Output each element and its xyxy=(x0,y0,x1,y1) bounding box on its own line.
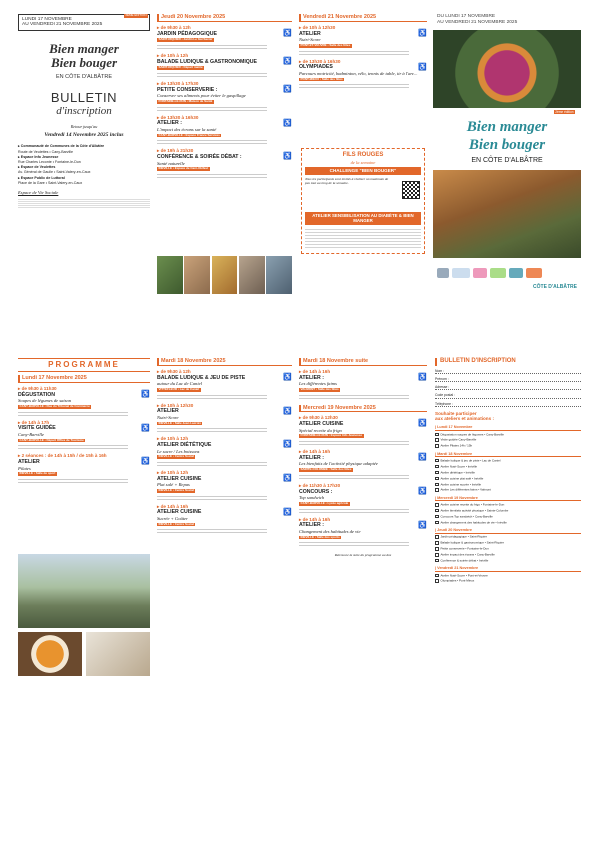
day20-activity-details xyxy=(157,172,267,179)
challenge-title: CHALLENGE "BIEN BOUGER" xyxy=(305,167,421,175)
day21-panel xyxy=(299,14,427,300)
day17-photo-village xyxy=(18,554,150,628)
wheelchair-icon: ♿ xyxy=(141,424,150,432)
day20-activity-subtitle: Santé naturelle xyxy=(157,160,185,166)
day20-panel xyxy=(157,14,292,300)
day17-activity-subtitle: Soupes de légumes de saison xyxy=(18,398,72,404)
wheelchair-icon: ♿ xyxy=(283,119,292,127)
checkbox[interactable] xyxy=(435,509,439,513)
checkbox-label: Atelier impact des écrans • Cany-Barville xyxy=(440,553,495,557)
form-checkbox-row[interactable] xyxy=(435,444,581,448)
day21-activity-time: ▸ de 10h à 12h30 xyxy=(299,24,336,30)
form-checkbox-row[interactable] xyxy=(435,515,581,519)
day18b-activity-place: VALMONT • Salle des fêtes xyxy=(300,386,339,391)
day19-activity-time: ▸ de 9h30 à 12h30 xyxy=(299,415,338,421)
programme-title: PROGRAMME xyxy=(18,358,150,372)
day17-header: Lundi 17 Novembre 2025 xyxy=(18,375,150,383)
fils-rouges-sub: de la semaine xyxy=(350,159,376,165)
day18-activity-title: ATELIER DIÉTÉTIQUE xyxy=(157,442,212,449)
form-fields xyxy=(435,369,581,407)
day19-activity-subtitle: Spécial recette du frigo xyxy=(299,427,342,433)
logo-4 xyxy=(490,268,506,278)
form-aux: aux ateliers et animations : xyxy=(435,416,494,422)
day20-activity-place: SAINT-RIQUIER • Jardin Le Gai Savoir xyxy=(158,37,213,42)
form-checkbox-row[interactable] xyxy=(435,521,581,525)
cover-address-line: ▸ Communauté de Communes de la Côte d'Albâtre xyxy=(18,144,105,149)
cover-retour: Retour jusqu'au xyxy=(70,124,98,130)
checkbox[interactable] xyxy=(435,459,439,463)
front-logos xyxy=(437,266,577,280)
day19-activity-list xyxy=(299,415,427,547)
front-cover-panel xyxy=(433,14,581,300)
photo-walk xyxy=(184,256,210,294)
checkbox-label: Dégustation soupes de légumes • Cany-Barville xyxy=(440,432,504,437)
checkbox-label: Petite conserverie • Fontaine-le-Dun xyxy=(440,547,489,551)
form-field-line[interactable]: Adresse : xyxy=(435,385,581,390)
checkbox[interactable] xyxy=(435,559,439,563)
form-checkbox-row[interactable] xyxy=(435,477,581,481)
day18-activity-place: INÉVILLE • Centre Social xyxy=(158,454,194,459)
checkbox[interactable] xyxy=(435,488,439,492)
form-checkbox-row[interactable] xyxy=(435,553,581,557)
day17-activity-details xyxy=(18,477,128,484)
day18-activity-time: ▸ de 10h à 12h xyxy=(157,470,189,476)
day20-activity-place: FONTAINE-LE-DUN • Maison de Santé xyxy=(158,98,213,103)
form-field-line[interactable]: Prénom : xyxy=(435,377,581,382)
day19-activity-details xyxy=(299,439,409,446)
wheelchair-icon: ♿ xyxy=(418,420,427,428)
day20-activity-place: CANY-BARVILLE • Espace France Services xyxy=(158,132,220,137)
day20-activity-title: PETITE CONSERVERIE : xyxy=(157,86,218,93)
cover-espace-title: Espace de Vie Sociale xyxy=(18,190,59,196)
day20-activity-list xyxy=(157,25,292,179)
day20-activity-title: CONFÉRENCE & SOIRÉE DÉBAT : xyxy=(157,154,242,161)
day18-activity-subtitle: Le sucre / Les boissons xyxy=(157,448,200,454)
day18b-activity-title: ATELIER : xyxy=(299,374,324,381)
day21-activity xyxy=(299,25,427,56)
day20-activity xyxy=(157,115,292,146)
day19-activity-subtitle: Les bienfaits de l'activité physique adaptée xyxy=(299,461,378,467)
checkbox[interactable] xyxy=(435,477,439,481)
day20-activity-subtitle: Conserver ses aliments pour éviter le gaspillage xyxy=(157,93,246,99)
day17-activity-time: ▸ de 14h à 17h xyxy=(18,419,50,425)
day17-activity-details xyxy=(18,410,128,417)
form-field-line[interactable]: Téléphone : xyxy=(435,402,581,407)
day19-activity-place: CANY-BARVILLE • Lycée agricole xyxy=(300,500,349,505)
day17-activity-place: INÉVILLE • Salle de sport xyxy=(19,471,56,476)
day20-activity-time: ▸ de 13h30 à 17h30 xyxy=(157,80,199,86)
logo-2 xyxy=(452,268,470,278)
cover-title-1: Bien manger xyxy=(49,40,119,56)
checkbox[interactable] xyxy=(435,579,439,583)
day18-activity-details xyxy=(157,494,267,501)
day17-activity xyxy=(18,453,150,484)
logo-5 xyxy=(509,268,523,278)
day17-activity xyxy=(18,386,150,417)
checkbox-label: Atelier Nutri-Score • Pont-et-Veuvre xyxy=(440,573,488,578)
day18-activity xyxy=(157,504,292,535)
form-checkbox-row[interactable] xyxy=(435,535,581,539)
checkbox-label: Atelier cuisine plat salé • Inéville xyxy=(440,476,484,481)
day19-activity-place: INÉVILLE • Salle des sports xyxy=(300,534,340,539)
checkbox[interactable] xyxy=(435,438,439,442)
checkbox-label: Atelier Les différentes faims • Valmont xyxy=(440,488,491,492)
cover-bulletin: BULLETIN xyxy=(50,90,118,106)
day20-activity xyxy=(157,25,292,50)
checkbox[interactable] xyxy=(435,515,439,519)
fils-rouges-title: FILS ROUGES xyxy=(342,152,384,158)
wheelchair-icon: ♿ xyxy=(141,458,150,466)
day19-panel xyxy=(299,358,427,678)
day19-activity-title: CONCOURS : xyxy=(299,488,333,495)
day20-activity-title: BALADE LUDIQUE & GASTRONOMIQUE xyxy=(157,58,258,65)
day20-activity xyxy=(157,81,292,112)
day18-activity-time: ▸ de 14h à 16h xyxy=(157,503,189,509)
day17-activity-time: ▸ 2 séances : de 14h à 15h / de 15h à 16h xyxy=(18,453,107,459)
day20-activity xyxy=(157,148,292,179)
day17-activity-place: CANY-BARVILLE • Départ Office de Tourisme xyxy=(19,437,84,442)
day17-activity-subtitle: Pilates xyxy=(18,465,31,471)
day21-activity-place: PONT-ET-VEUVRE • Salle des fêtes xyxy=(300,42,351,47)
day19-activity-time: ▸ de 14h à 16h xyxy=(299,449,331,455)
day20-activity-subtitle: L'impact des écrans sur la santé xyxy=(157,126,217,132)
cover-panel xyxy=(18,14,150,300)
day17-photo-pilates xyxy=(86,632,150,676)
day18-panel xyxy=(157,358,292,658)
wheelchair-icon: ♿ xyxy=(418,29,427,37)
wheelchair-icon: ♿ xyxy=(418,63,427,71)
day17-activity-title: VISITE GUIDÉE xyxy=(18,425,56,432)
wheelchair-icon: ♿ xyxy=(283,475,292,483)
day20-activity-time: ▸ de 19h à 21h30 xyxy=(157,148,194,154)
day21-activity-details xyxy=(299,49,409,56)
day19-activity-details xyxy=(299,540,409,547)
form-section-day: | Lundi 17 Novembre xyxy=(435,425,581,431)
day18-activity-title: ATELIER CUISINE xyxy=(157,509,202,516)
day19-activity-title: ATELIER : xyxy=(299,522,324,529)
wheelchair-icon: ♿ xyxy=(283,508,292,516)
day18-activity-details xyxy=(157,426,267,433)
logo-3 xyxy=(473,268,487,278)
checkbox-label: Atelier bienfaits activité physique • Sainte-Colombe xyxy=(440,508,509,513)
programme-panel xyxy=(18,358,150,828)
front-title-1: Bien manger xyxy=(466,119,548,135)
photo-people xyxy=(239,256,265,294)
wheelchair-icon: ♿ xyxy=(141,390,150,398)
day18-activity-title: BALADE LUDIQUE & JEU DE PISTE xyxy=(157,374,246,381)
day18-activity-title: ATELIER CUISINE xyxy=(157,475,202,482)
front-dates-line2: AU VENDREDI 21 NOVEMBRE 2025 xyxy=(437,19,518,25)
day20-activity-time: ▸ de 10h à 12h xyxy=(157,52,189,58)
qr-code-icon xyxy=(402,181,420,199)
day19-activity-subtitle: Changement des habitudes de vie xyxy=(299,528,361,534)
cover-region: EN CÔTE D'ALBÂTRE xyxy=(55,74,113,81)
day18-header: Mardi 18 Novembre 2025 xyxy=(157,358,292,366)
cover-deadline: Vendredi 14 Novembre 2025 inclus xyxy=(44,131,124,138)
day19-activity xyxy=(299,483,427,514)
front-photo-runner xyxy=(433,170,581,258)
day18-activity xyxy=(157,436,292,467)
day17-activity xyxy=(18,420,150,451)
cover-address-line: Route de Veulettes • Cany-Barville xyxy=(18,149,73,154)
checkbox-label: Jardin pédagogique • Saint-Riquier xyxy=(440,535,487,539)
day21-activity-place: PONT-MIEUX • Salle des fêtes xyxy=(300,76,343,81)
day21-activity xyxy=(299,59,427,90)
day19-activity-time: ▸ de 11h30 à 17h30 xyxy=(299,482,341,488)
day19-activity xyxy=(299,449,427,480)
day19-activity xyxy=(299,517,427,548)
cover-address-line: Rue Charles Leconte • Fontaine-le-Dun xyxy=(18,160,81,165)
day17-activity-place: CANY-BARVILLE • Rue du Tribunal de Commerce xyxy=(19,403,90,408)
wheelchair-icon: ♿ xyxy=(283,153,292,161)
form-checkbox-row[interactable] xyxy=(435,465,581,469)
atelier-sensibilisation: ATELIER SENSIBILISATION AU DIABÈTE & BIEN MANGER xyxy=(305,212,421,225)
day18-activity-place: VITTEFLEUR • Lac de Caniel xyxy=(158,386,200,391)
day20-activity-title: ATELIER : xyxy=(157,120,182,127)
day18b-header: Mardi 18 Novembre suite xyxy=(299,358,427,366)
day20-activity-place: SAINT-RIQUIER • Départ mairie xyxy=(158,65,203,70)
day18-activity-time: ▸ de 9h30 à 12h xyxy=(157,368,191,374)
wheelchair-icon: ♿ xyxy=(283,373,292,381)
day18-activity-subtitle: autour du Lac de Caniel xyxy=(157,381,202,387)
form-checkbox-row[interactable] xyxy=(435,503,581,507)
day18-activity-subtitle: Nutri-Score xyxy=(157,414,179,420)
day19-activity-title: ATELIER : xyxy=(299,454,324,461)
cover-address-line: ▸ Espace Public de Luttoral xyxy=(18,175,65,180)
day21-activity-title: OLYMPIADES xyxy=(299,64,333,71)
day20-activity-details xyxy=(157,43,267,50)
day20-header: Jeudi 20 Novembre 2025 xyxy=(157,14,292,22)
front-region: EN CÔTE D'ALBÂTRE xyxy=(471,157,543,164)
cover-addresses xyxy=(18,144,150,186)
checkbox[interactable] xyxy=(435,465,439,469)
checkbox-label: Atelier Pilates 14h / 15h xyxy=(440,444,473,448)
form-checkbox-row[interactable] xyxy=(435,471,581,475)
sensib-text-block xyxy=(305,227,421,249)
day19-footer: Retrouvez la suite du programme au dos xyxy=(334,553,392,558)
day18-activity-details xyxy=(157,460,267,467)
wheelchair-icon: ♿ xyxy=(283,85,292,93)
checkbox[interactable] xyxy=(435,535,439,539)
day21-activity-list xyxy=(299,25,427,89)
checkbox[interactable] xyxy=(435,547,439,551)
day18-activity xyxy=(157,470,292,501)
day19-activity xyxy=(299,415,427,446)
form-field-line[interactable]: Code postal : xyxy=(435,393,581,398)
day20-photos xyxy=(157,256,292,294)
cover-address-line: ▸ Espace de Veulettes xyxy=(18,165,56,170)
front-edition-badge: 2ème édition xyxy=(555,110,574,114)
front-title-2: Bien bouger xyxy=(468,137,546,153)
day20-activity-details xyxy=(157,138,267,145)
checkbox[interactable] xyxy=(435,574,439,578)
form-checkbox-row[interactable] xyxy=(435,488,581,492)
day19-header: Mercredi 19 Novembre 2025 xyxy=(299,405,427,413)
day19-activity-place: SAINTE-COLOMBE • Salle des fêtes xyxy=(300,467,352,472)
front-dates-line1: DU LUNDI 17 NOVEMBRE xyxy=(437,14,496,19)
checkbox-label: Atelier changement des habitudes de vie • Inéville xyxy=(440,520,507,525)
checkbox-label: Balade ludique & jeu de piste • Lac de Caniel xyxy=(440,458,501,463)
cover-address-line: Place de la Gare • Saint-Valery-en-Caux xyxy=(18,180,83,185)
front-dates xyxy=(433,14,581,26)
day21-activity-subtitle: Parcours motricité, badminton, vélo, tennis de table, tir à l'arc... xyxy=(299,70,418,76)
day18b-activity-time: ▸ de 14h à 16h xyxy=(299,368,331,374)
checkbox-label: Atelier Nutri-Score • Inéville xyxy=(440,464,478,469)
cover-bulletin-sub: d'inscription xyxy=(56,104,112,117)
cover-title-2: Bien bouger xyxy=(50,55,118,71)
checkbox[interactable] xyxy=(435,503,439,507)
day18-activity xyxy=(157,403,292,434)
checkbox-label: Balade ludique & gastronomique • Saint-Riquier xyxy=(440,541,504,545)
day18-activity xyxy=(157,369,292,400)
form-section-day: | Mercredi 19 Novembre xyxy=(435,496,581,502)
day20-activity-title: JARDIN PÉDAGOGIQUE xyxy=(157,30,217,37)
day21-activity-time: ▸ de 13h30 à 16h30 xyxy=(299,58,341,64)
day17-activity-title: DÉGUSTATION xyxy=(18,391,55,398)
form-checkbox-row[interactable] xyxy=(435,541,581,545)
day18-activity-subtitle: Plat salé + Repas xyxy=(157,482,190,488)
cover-address-line: Av. Général de Gaulle • Saint-Valery-en-Caux xyxy=(18,170,91,175)
form-checkbox-row[interactable] xyxy=(435,574,581,578)
fils-rouges-box xyxy=(301,148,425,254)
wheelchair-icon: ♿ xyxy=(418,521,427,529)
form-title: BULLETIN D'INSCRIPTION xyxy=(435,358,581,366)
day20-activity-place: INÉVILLE • Espace de Cani-Ubifest xyxy=(158,166,209,171)
day18-activity-time: ▸ de 10h à 12h xyxy=(157,436,189,442)
logo-1 xyxy=(437,268,449,278)
checkbox-label: Atelier cuisine recette du frigo • Fontaine-le-Dun xyxy=(440,503,505,507)
day19-activity-title: ATELIER CUISINE xyxy=(299,421,344,428)
wheelchair-icon: ♿ xyxy=(283,407,292,415)
checkbox[interactable] xyxy=(435,471,439,475)
checkbox-label: Concours Top sandwich • Cany-Barville xyxy=(440,514,493,519)
cover-dates-line1: LUNDI 17 NOVEMBRE xyxy=(22,16,72,22)
photo-jars xyxy=(212,256,238,294)
checkbox-label: Atelier cuisine sucrée • Inéville xyxy=(440,482,482,487)
form-section-day: | Jeudi 20 Novembre xyxy=(435,528,581,534)
challenge-text: Tous les participants sont invités à réaliser un maximum de pas tout au long de la semaine. xyxy=(305,176,389,186)
day18-activity-details xyxy=(157,527,267,534)
day17-activity-time: ▸ de 9h30 à 11h30 xyxy=(18,385,57,391)
form-checkbox-row[interactable] xyxy=(435,579,581,583)
form-checkbox-row[interactable] xyxy=(435,438,581,442)
day20-activity-details xyxy=(157,105,267,112)
checkbox-label: Olympiades • Pont-Mieux xyxy=(440,579,475,583)
day19-activity-details xyxy=(299,473,409,480)
form-checkbox-row[interactable] xyxy=(435,483,581,487)
checkbox[interactable] xyxy=(435,521,439,525)
form-checkbox-row[interactable] xyxy=(435,509,581,513)
day21-activity-subtitle: Nutri-Score xyxy=(299,37,321,43)
day21-activity-title: ATELIER xyxy=(299,30,321,37)
wheelchair-icon: ♿ xyxy=(418,373,427,381)
cover-edition-badge: 2ÈME ÉDITION xyxy=(125,13,147,17)
day17-activity-title: ATELIER xyxy=(18,459,40,466)
checkbox-label: Conférence & soirée débat • Inéville xyxy=(440,558,489,563)
day17-activity-list xyxy=(18,386,150,484)
front-org-logo: CÔTE D'ALBÂTRE xyxy=(533,284,577,290)
photo-garden xyxy=(157,256,183,294)
form-section-day: | Mardi 18 Novembre xyxy=(435,452,581,458)
form-panel xyxy=(435,358,581,658)
day18b-activity-details xyxy=(299,393,409,400)
cover-dates-line2: AU VENDREDI 21 NOVEMBRE 2025 xyxy=(22,22,103,28)
day18-activity-title: ATELIER xyxy=(157,408,179,415)
checkbox[interactable] xyxy=(435,553,439,557)
logo-6 xyxy=(526,268,542,278)
photo-conference xyxy=(266,256,292,294)
day18b-activity xyxy=(299,369,427,400)
form-sections xyxy=(435,425,581,583)
day18b-activity-list xyxy=(299,369,427,400)
day20-activity-time: ▸ de 13h30 à 16h30 xyxy=(157,114,199,120)
day17-activity-details xyxy=(18,443,128,450)
day18-activity-time: ▸ de 10h à 12h30 xyxy=(157,402,194,408)
day21-activity-details xyxy=(299,82,409,89)
day18-activity-place: INÉVILLE • Centre Social xyxy=(158,521,194,526)
day18b-activity-subtitle: Les différentes faims xyxy=(299,381,337,387)
wheelchair-icon: ♿ xyxy=(283,57,292,65)
form-section-day: | Vendredi 21 Novembre xyxy=(435,566,581,572)
checkbox[interactable] xyxy=(435,433,439,437)
day19-activity-details xyxy=(299,507,409,514)
day18-activity-place: INÉVILLE • Salle Jean Lacroix xyxy=(158,420,201,425)
day20-activity-details xyxy=(157,71,267,78)
day19-activity-place: FONTAINE-LE-DUN • Espace Info Jeunesse xyxy=(300,433,363,438)
checkbox-label: Atelier diététique • Inéville xyxy=(440,470,475,475)
wheelchair-icon: ♿ xyxy=(418,454,427,462)
form-checkbox-row[interactable] xyxy=(435,547,581,551)
cover-espace-block xyxy=(18,198,150,208)
cover-dates xyxy=(18,14,150,31)
day18-activity-place: INÉVILLE • Centre Social xyxy=(158,488,194,492)
form-checkbox-row[interactable] xyxy=(435,459,581,463)
day18-activity-subtitle: Sucrée + Goûter xyxy=(157,515,188,521)
front-photo-smoothie xyxy=(433,30,581,108)
wheelchair-icon: ♿ xyxy=(283,441,292,449)
checkbox[interactable] xyxy=(435,444,439,448)
day20-activity xyxy=(157,53,292,78)
checkbox[interactable] xyxy=(435,483,439,487)
day21-header: Vendredi 21 Novembre 2025 xyxy=(299,14,427,22)
cover-address-line: ▸ Espace Info Jeunesse xyxy=(18,154,59,159)
day17-activity-subtitle: Cany-Barville xyxy=(18,431,45,437)
wheelchair-icon: ♿ xyxy=(418,487,427,495)
checkbox-label: Visite guidée Cany-Barville xyxy=(440,438,477,442)
day18-activity-list xyxy=(157,369,292,535)
day19-activity-subtitle: Top sandwich xyxy=(299,495,325,501)
checkbox[interactable] xyxy=(435,541,439,545)
day19-activity-time: ▸ de 14h à 16h xyxy=(299,516,331,522)
day17-photo-soup xyxy=(18,632,82,676)
form-checkbox-row[interactable] xyxy=(435,433,581,437)
day20-activity-time: ▸ de 9h30 à 12h xyxy=(157,24,191,30)
form-souhaite: Souhaite participer xyxy=(435,410,477,416)
form-checkbox-row[interactable] xyxy=(435,559,581,563)
wheelchair-icon: ♿ xyxy=(283,29,292,37)
form-field-line[interactable]: Nom : xyxy=(435,369,581,374)
day18-activity-details xyxy=(157,393,267,400)
